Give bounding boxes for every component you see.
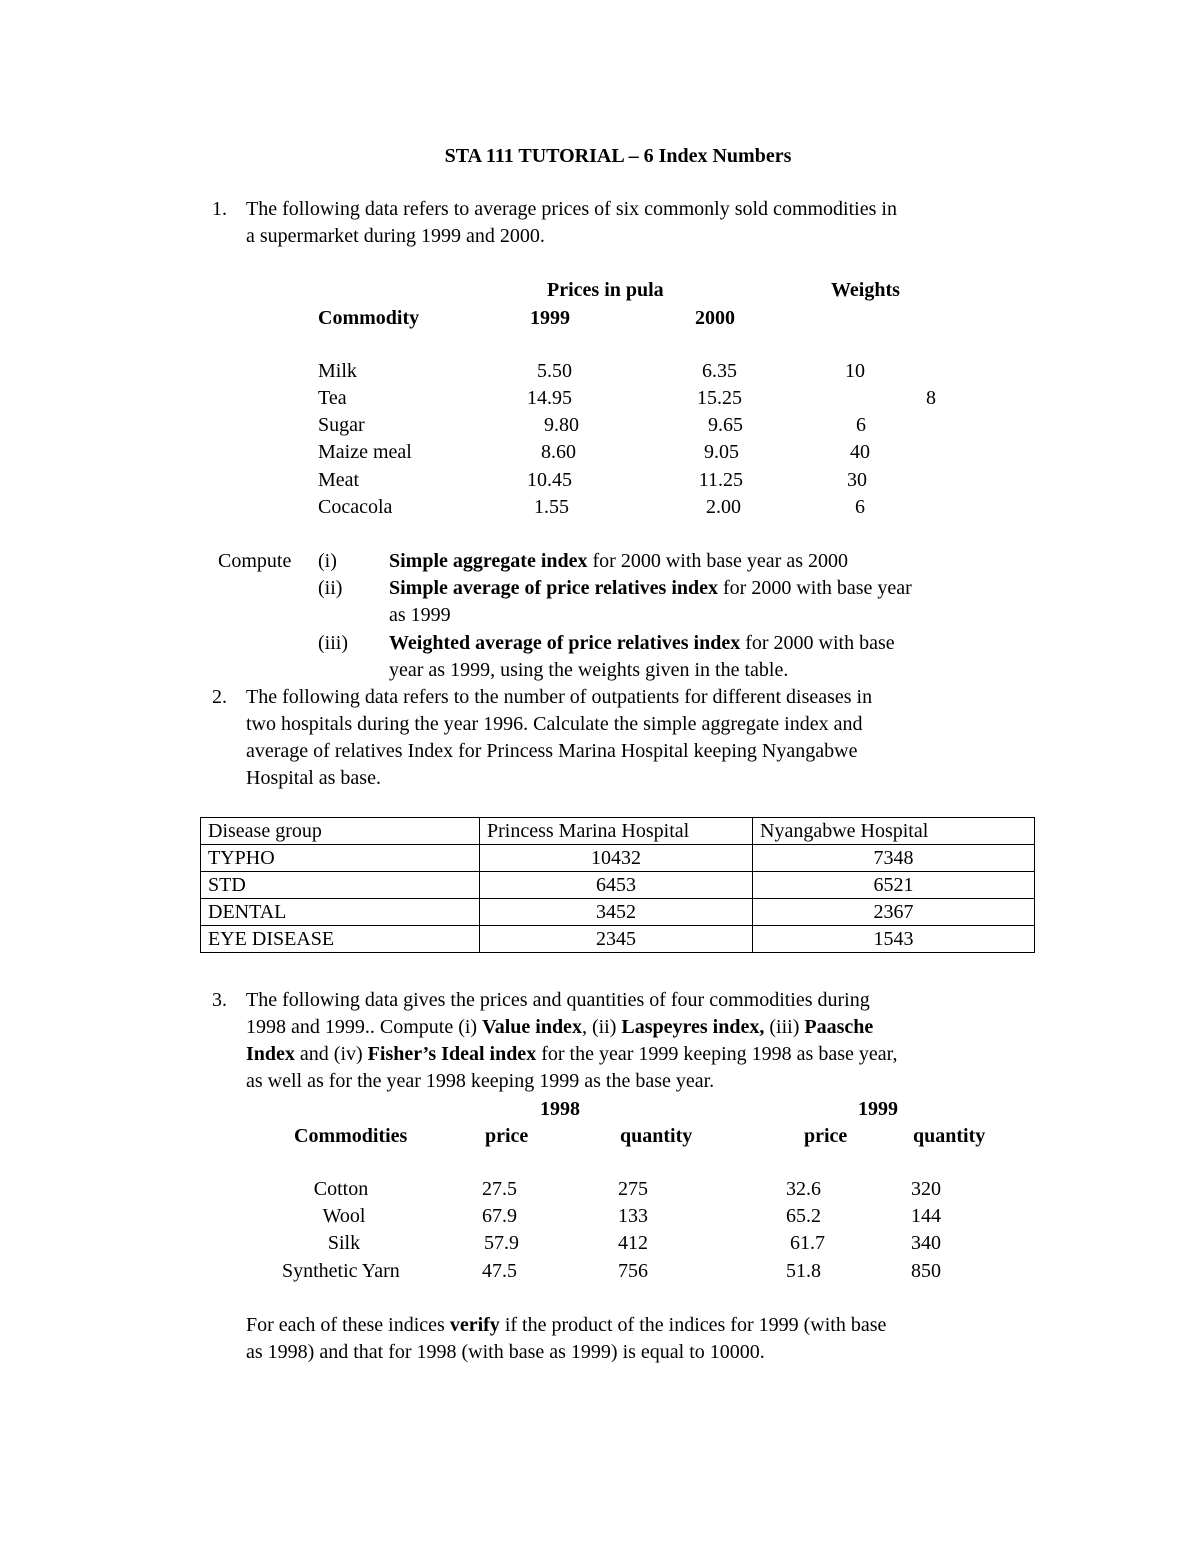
- q1-part-bold: Weighted average of price relatives index: [389, 632, 741, 654]
- q3-row-q99: 144: [911, 1205, 941, 1227]
- q3-row-p98: 27.5: [482, 1178, 517, 1200]
- q3-row-q98: 133: [618, 1205, 648, 1227]
- q3-bold: Paasche: [804, 1016, 874, 1038]
- q3-number: 3.: [212, 989, 227, 1011]
- table-row: [201, 926, 1035, 953]
- table-cell: 3452: [480, 899, 753, 926]
- page-title: STA 111 TUTORIAL – 6 Index Numbers: [444, 145, 792, 167]
- q1-row-p2000: 11.25: [698, 469, 743, 491]
- q1-row-p2000: 15.25: [697, 387, 742, 409]
- q2-intro-line: The following data refers to the number of outpatients for different diseases in: [246, 686, 873, 708]
- q3-text: , (ii): [581, 1016, 622, 1038]
- q1-row-name: Meat: [318, 469, 360, 491]
- q3-text: 1998 and 1999.. Compute (i): [246, 1016, 483, 1038]
- q1-part-bold: Simple average of price relatives index: [389, 577, 719, 599]
- q3-verify: [246, 1312, 886, 1366]
- q3-row-name: Cotton: [313, 1178, 369, 1200]
- table-cell: 2345: [480, 926, 753, 953]
- q3-verify-line: as 1998) and that for 1998 (with base as 1999) is equal to 10000.: [246, 1341, 765, 1363]
- q3-text: if the product of the indices for 1999 (with base: [499, 1314, 887, 1336]
- q3-row-p98: 57.9: [484, 1232, 519, 1254]
- q3-header-price: price: [804, 1125, 848, 1147]
- table-cell: EYE DISEASE: [201, 926, 480, 953]
- q1-header-2000: 2000: [695, 307, 735, 329]
- q3-bold: verify: [449, 1314, 500, 1336]
- table-row: [201, 899, 1035, 926]
- q3-row-q98: 275: [618, 1178, 648, 1200]
- q1-intro-line: a supermarket during 1999 and 2000.: [246, 225, 545, 247]
- q1-compute-label: Compute: [218, 550, 292, 572]
- table-cell: 2367: [753, 899, 1035, 926]
- q1-intro-line: The following data refers to average prices of six commonly sold commodities in: [246, 198, 897, 220]
- table-cell: 7348: [753, 845, 1035, 872]
- q3-intro-line: [246, 1014, 897, 1041]
- q1-row-p1999: 5.50: [537, 360, 572, 382]
- q1-part-label: (i): [318, 550, 337, 572]
- q2-intro-line: Hospital as base.: [246, 767, 381, 789]
- table-row: [201, 872, 1035, 899]
- table-row: [201, 845, 1035, 872]
- q3-row-p98: 67.9: [482, 1205, 517, 1227]
- q3-bold: Laspeyres index,: [621, 1016, 765, 1038]
- q3-text: (iii): [764, 1016, 805, 1038]
- q3-text: for the year 1999 keeping 1998 as base year,: [536, 1043, 898, 1065]
- q1-part-text: [389, 575, 912, 602]
- q3-header-commodities: Commodities: [294, 1125, 408, 1147]
- q1-row-name: Tea: [318, 387, 347, 409]
- table-header-cell: Disease group: [201, 818, 480, 845]
- q1-row-weight: 10: [845, 360, 865, 382]
- q1-row-p2000: 2.00: [706, 496, 741, 518]
- table-header-row: [201, 818, 1035, 845]
- q1-row-p1999: 14.95: [527, 387, 572, 409]
- q1-part-text: [389, 548, 848, 575]
- q3-row-q99: 320: [911, 1178, 941, 1200]
- q1-row-name: Sugar: [318, 414, 365, 436]
- q1-part-bold: Simple aggregate index: [389, 550, 588, 572]
- q3-text: and (iv): [294, 1043, 368, 1065]
- q1-intro: [246, 196, 897, 250]
- q1-header-1999: 1999: [530, 307, 570, 329]
- q1-part-rest2: year as 1999, using the weights given in the table.: [389, 659, 789, 681]
- q1-row-p1999: 9.80: [544, 414, 579, 436]
- q1-row-p1999: 1.55: [534, 496, 569, 518]
- q1-row-weight: 40: [850, 441, 870, 463]
- q3-row-q98: 412: [618, 1232, 648, 1254]
- q3-row-p99: 32.6: [786, 1178, 821, 1200]
- table-cell: DENTAL: [201, 899, 480, 926]
- q3-header-1998: 1998: [540, 1098, 580, 1120]
- q3-row-q98: 756: [618, 1260, 648, 1282]
- q1-part-rest2: as 1999: [389, 604, 451, 626]
- q3-verify-line: [246, 1312, 886, 1339]
- q3-row-q99: 850: [911, 1260, 941, 1282]
- q1-row-p1999: 10.45: [527, 469, 572, 491]
- q3-intro-line: The following data gives the prices and quantities of four commodities during: [246, 989, 870, 1011]
- q3-row-name: Synthetic Yarn: [282, 1260, 400, 1282]
- q3-row-name: Silk: [327, 1232, 361, 1254]
- q1-header-weights: Weights: [831, 279, 900, 301]
- table-cell: 1543: [753, 926, 1035, 953]
- q1-part-label: (ii): [318, 577, 343, 599]
- q1-row-name: Milk: [318, 360, 357, 382]
- q3-row-p98: 47.5: [482, 1260, 517, 1282]
- q3-bold: Fisher’s Ideal index: [367, 1043, 537, 1065]
- q1-part-rest: for 2000 with base year: [718, 577, 912, 599]
- q1-row-p2000: 9.05: [704, 441, 739, 463]
- q3-row-p99: 61.7: [790, 1232, 825, 1254]
- q1-row-weight: 8: [926, 387, 936, 409]
- q3-header-quantity: quantity: [620, 1125, 693, 1147]
- q1-row-p2000: 6.35: [702, 360, 737, 382]
- q3-bold: Value index: [482, 1016, 582, 1038]
- q2-intro-line: average of relatives Index for Princess Marina Hospital keeping Nyangabwe: [246, 740, 858, 762]
- q3-bold: Index: [246, 1043, 295, 1065]
- q3-intro-line: [246, 1041, 897, 1068]
- q1-number: 1.: [212, 198, 227, 220]
- q2-intro-line: two hospitals during the year 1996. Calculate the simple aggregate index and: [246, 713, 863, 735]
- table-header-cell: Princess Marina Hospital: [480, 818, 753, 845]
- q3-header-quantity: quantity: [913, 1125, 986, 1147]
- q3-row-p99: 65.2: [786, 1205, 821, 1227]
- q3-row-name: Wool: [322, 1205, 366, 1227]
- table-cell: 10432: [480, 845, 753, 872]
- q3-header-1999: 1999: [858, 1098, 898, 1120]
- table-cell: TYPHO: [201, 845, 480, 872]
- q3-row-q99: 340: [911, 1232, 941, 1254]
- q2-number: 2.: [212, 686, 227, 708]
- q3-text: For each of these indices: [246, 1314, 450, 1336]
- table-header-cell: Nyangabwe Hospital: [753, 818, 1035, 845]
- q1-row-weight: 6: [856, 414, 866, 436]
- q2-intro: [246, 684, 872, 792]
- q1-row-weight: 30: [847, 469, 867, 491]
- q1-part-text: [389, 630, 895, 657]
- table-cell: 6521: [753, 872, 1035, 899]
- q3-intro: [246, 987, 897, 1095]
- q1-header-prices: Prices in pula: [547, 279, 664, 301]
- table-cell: 6453: [480, 872, 753, 899]
- hospital-table: [200, 817, 1035, 953]
- q1-row-weight: 6: [855, 496, 865, 518]
- table-cell: STD: [201, 872, 480, 899]
- q1-row-p2000: 9.65: [708, 414, 743, 436]
- q3-row-p99: 51.8: [786, 1260, 821, 1282]
- q3-header-price: price: [485, 1125, 529, 1147]
- q1-row-p1999: 8.60: [541, 441, 576, 463]
- q1-part-label: (iii): [318, 632, 348, 654]
- q1-row-name: Maize meal: [318, 441, 412, 463]
- q1-part-rest: for 2000 with base year as 2000: [587, 550, 849, 572]
- q1-part-rest: for 2000 with base: [740, 632, 895, 654]
- q3-intro-line: as well as for the year 1998 keeping 1999 as the base year.: [246, 1070, 715, 1092]
- q1-row-name: Cocacola: [318, 496, 393, 518]
- q1-header-commodity: Commodity: [318, 307, 420, 329]
